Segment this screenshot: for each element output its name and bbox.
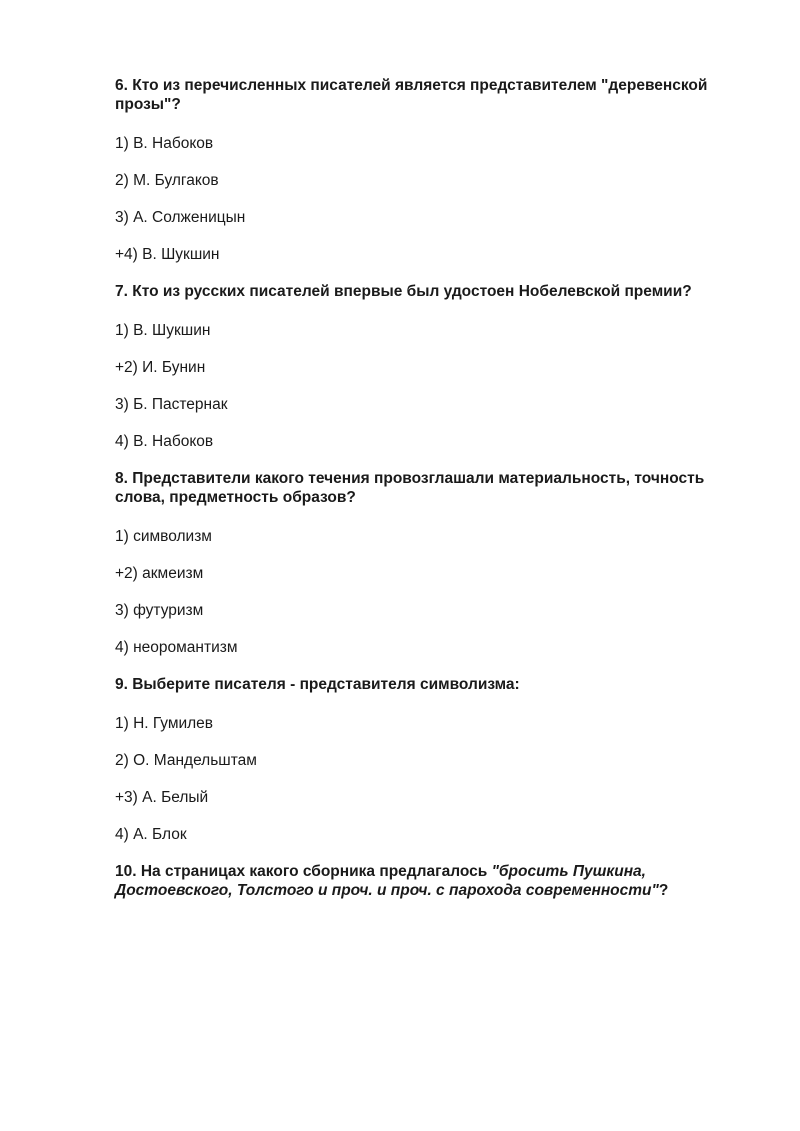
- answer-option: 2) О. Мандельштам: [115, 752, 257, 769]
- answer-option: 4) неоромантизм: [115, 639, 238, 656]
- answer-option-correct: +2) И. Бунин: [115, 359, 206, 376]
- question-title: 7. Кто из русских писателей впервые был удостоен Нобелевской премии?: [115, 283, 692, 300]
- answer-option: 1) Н. Гумилев: [115, 715, 214, 732]
- question-title: 9. Выберите писателя - представителя символизма:: [115, 676, 520, 693]
- answer-option: 4) В. Набоков: [115, 433, 214, 450]
- answer-option: 1) символизм: [115, 528, 212, 545]
- answer-option: 2) М. Булгаков: [115, 172, 219, 189]
- question-title: [115, 862, 740, 900]
- question-7: [115, 282, 740, 451]
- answer-option: 4) А. Блок: [115, 826, 187, 843]
- question-title-quote: "бросить Пушкина, Достоевского, Толстого и проч. и проч. с парохода современности": [115, 863, 659, 899]
- question-title-end: ?: [658, 882, 669, 899]
- answer-option-correct: +2) акмеизм: [115, 565, 204, 582]
- answer-option: 3) Б. Пастернак: [115, 396, 228, 413]
- answer-option: 3) футуризм: [115, 602, 204, 619]
- question-title: 8. Представители какого течения провозглашали материальность, точность слова, предметность образов?: [115, 470, 705, 506]
- answer-option-correct: +4) В. Шукшин: [115, 246, 220, 263]
- question-title-text: 10. На страницах какого сборника предлагалось: [115, 863, 492, 880]
- question-10: [115, 862, 740, 900]
- answer-option: 1) В. Шукшин: [115, 322, 211, 339]
- question-9: [115, 675, 740, 844]
- question-8: [115, 469, 740, 657]
- question-title: 6. Кто из перечисленных писателей является представителем "деревенской прозы"?: [115, 77, 708, 113]
- question-6: [115, 76, 740, 264]
- answer-option: 1) В. Набоков: [115, 135, 214, 152]
- answer-option: 3) А. Солженицын: [115, 209, 246, 226]
- document-page: [115, 76, 740, 920]
- answer-option-correct: +3) А. Белый: [115, 789, 209, 806]
